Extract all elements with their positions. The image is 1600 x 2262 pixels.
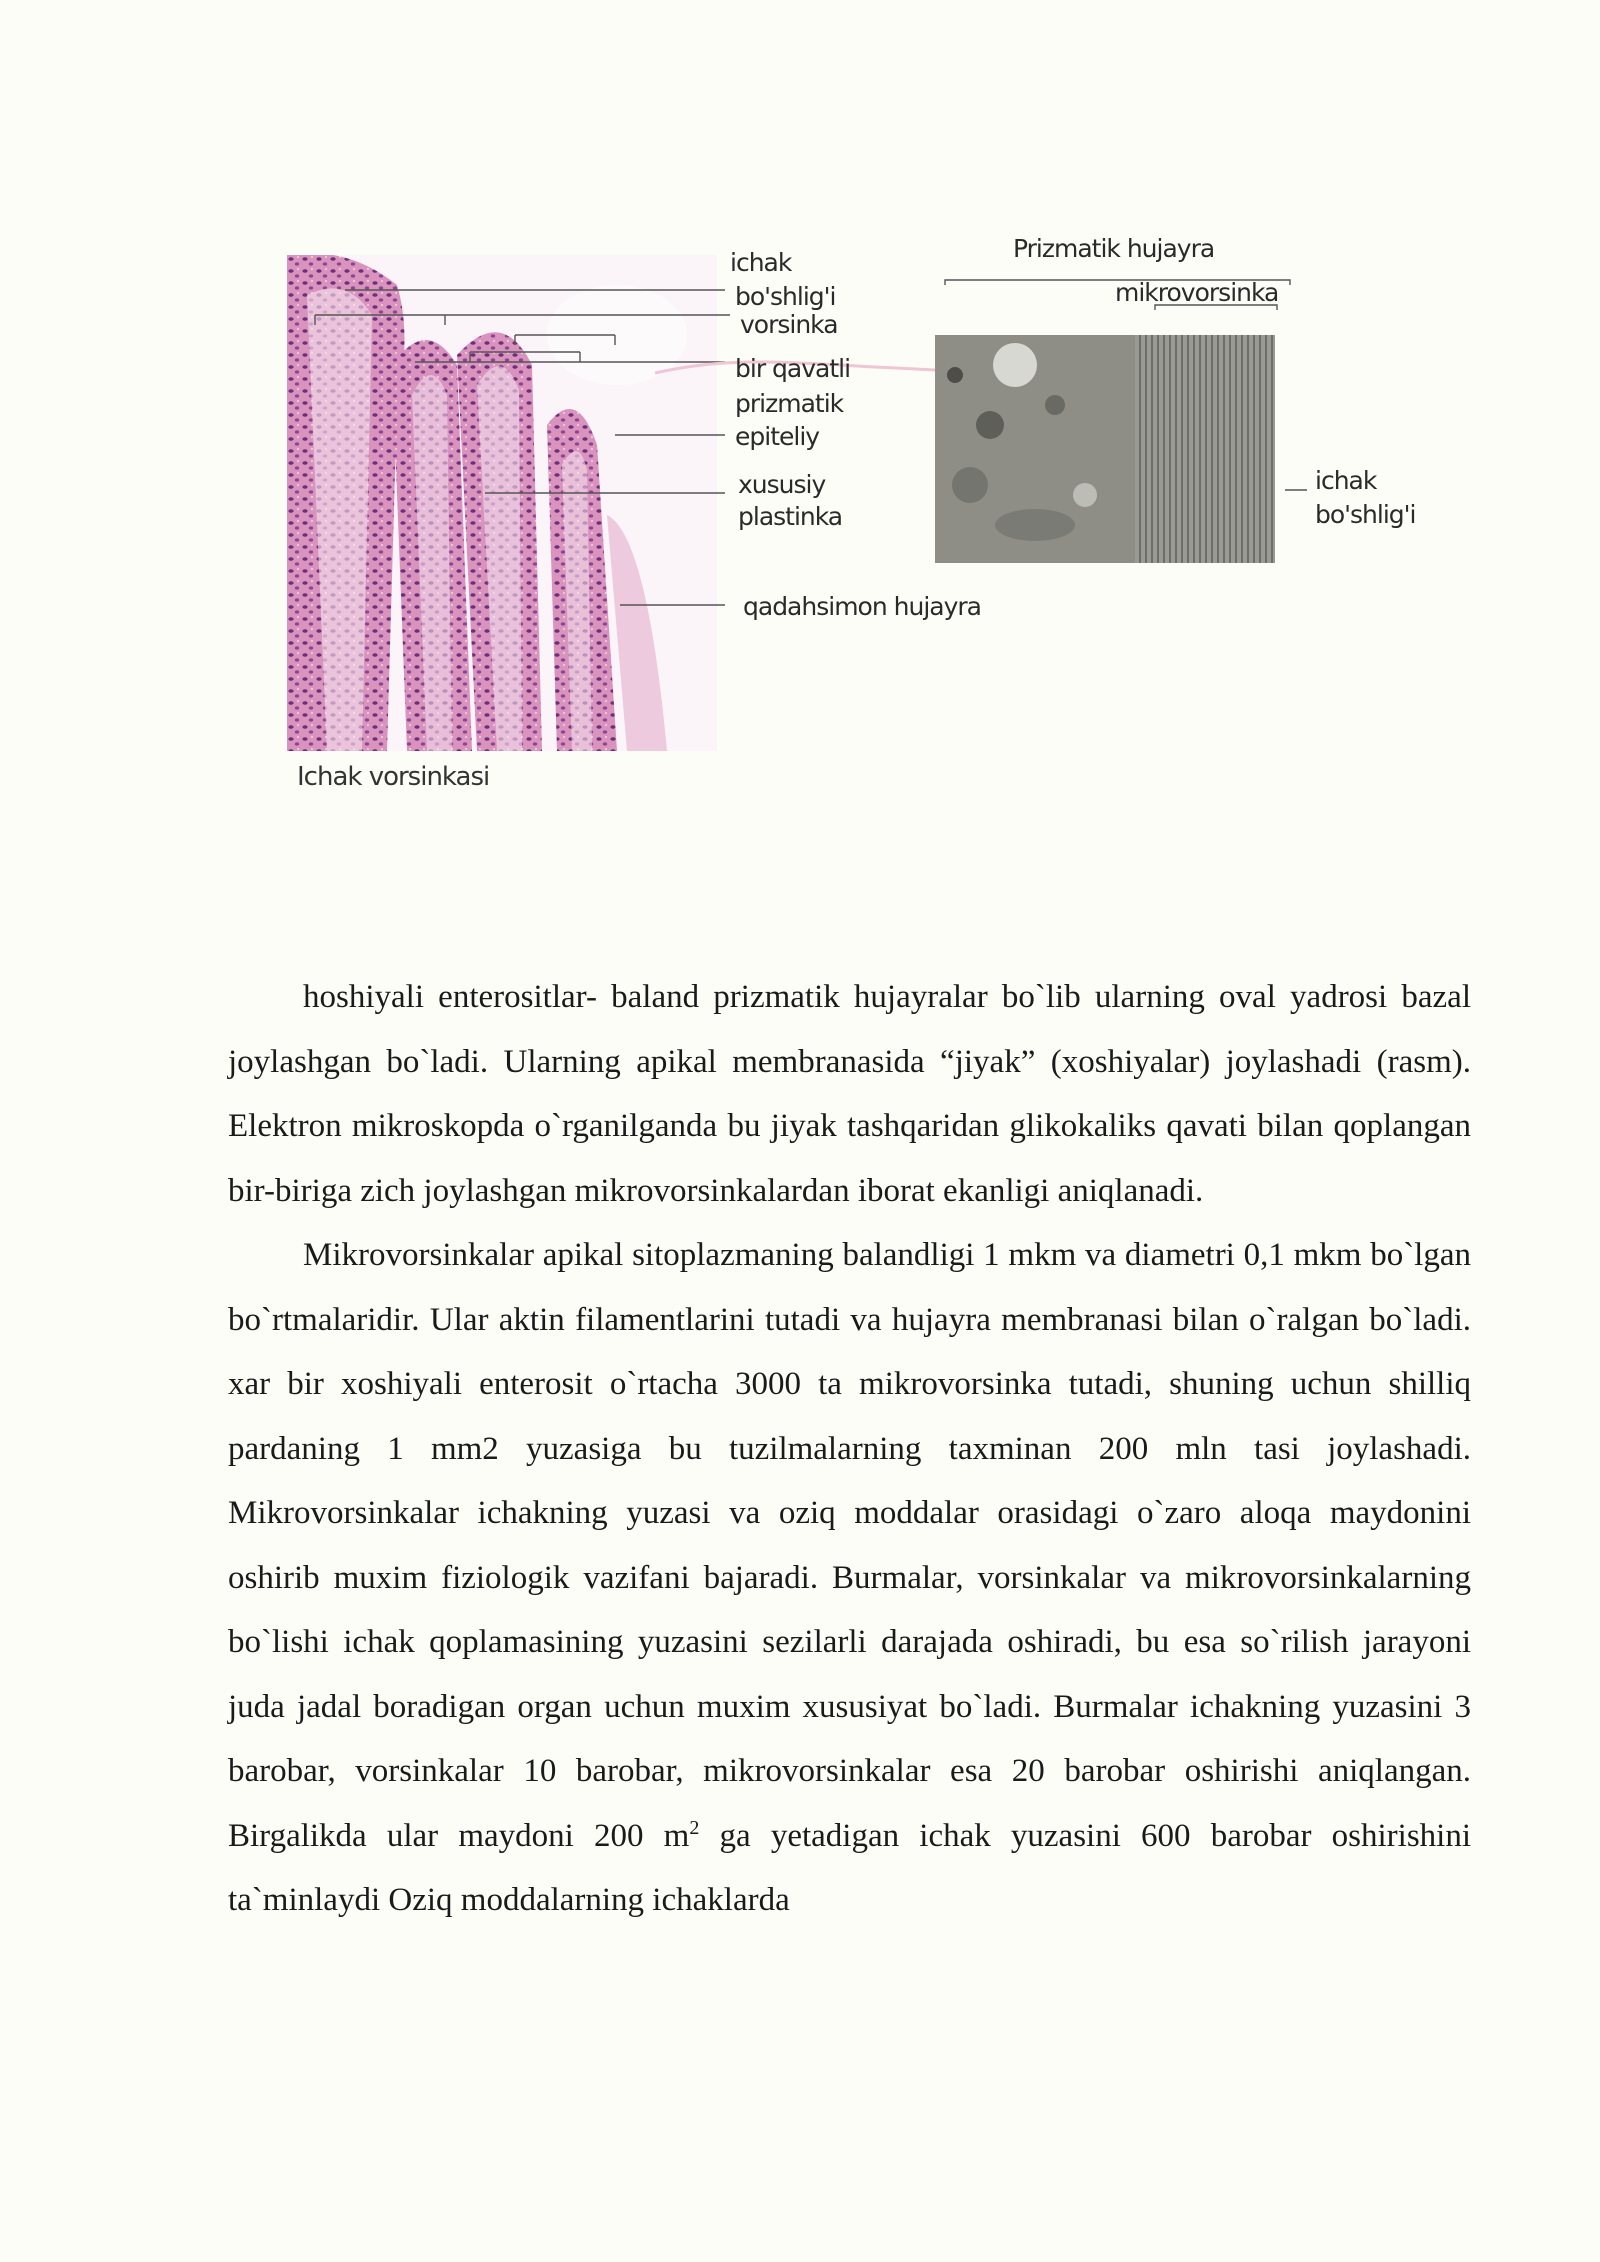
label-epithelium-2: prizmatik bbox=[735, 389, 844, 418]
body-text bbox=[228, 965, 1471, 1933]
label-villus: vorsinka bbox=[740, 310, 838, 339]
figure-caption: Ichak vorsinkasi bbox=[297, 762, 490, 792]
paragraph-2-tail: ga yetadigan ichak yuzasini 600 barobar oshirishini ta`minlaydi Oziq moddalarning ichaklarda bbox=[228, 1817, 1471, 1918]
area-superscript: 2 bbox=[689, 1816, 700, 1839]
label-epithelium-3: epiteliy bbox=[735, 422, 820, 451]
label-microvilli: mikrovorsinka bbox=[1115, 278, 1279, 307]
paragraph-1: hoshiyali enterositlar- baland prizmatik hujayralar bo`lib ularning oval yadrosi bazal joylashgan bo`ladi. Ularning apikal membranasida “jiyak” (xoshiyalar) joylashadi (rasm). Elektron mikroskopda o`rganilganda bu jiyak tashqaridan glikokaliks qavati bilan qoplangan bir-biriga zich joylashgan mikrovorsinkalardan iborat ekanligi aniqlanadi. bbox=[228, 979, 1471, 1209]
paragraph-2 bbox=[228, 1223, 1471, 1933]
label-goblet-cell: qadahsimon hujayra bbox=[743, 592, 981, 621]
label-lumen-top: ichak bbox=[730, 248, 792, 277]
paragraph-2-main: Mikrovorsinkalar apikal sitoplazmaning balandligi 1 mkm va diametri 0,1 mkm bo`lgan bo`rtmalaridir. Ular aktin filamentlarini tutadi va hujayra membranasi bilan o`ralgan bo`ladi. xar bir xoshiyali enterosit o`rtacha 3000 ta mikrovorsinka tutadi, shuning uchun shilliq pardaning 1 mm2 yuzasiga bu tuzilmalarning taxminan 200 mln tasi joylashadi. Mikrovorsinkalar ichakning yuzasi va oziq moddalar orasidagi o`zaro aloqa maydonini oshirib muxim fiziologik vazifani bajaradi. Burmalar, vorsinkalar va mikrovorsinkalarning bo`lishi ichak qoplamasining yuzasini sezilarli darajada oshiradi, bu esa so`rilish jarayoni juda jadal boradigan organ uchun muxim xususiyat bo`ladi. Burmalar ichakning yuzasini 3 barobar, vorsinkalar 10 barobar, mikrovorsinkalar esa 20 barobar oshirishi aniqlangan. Birgalikda ular maydoni 200 m bbox=[228, 1237, 1471, 1854]
label-epithelium-1: bir qavatli bbox=[735, 354, 851, 383]
label-columnar-cell: Prizmatik hujayra bbox=[1013, 234, 1215, 263]
label-lamina-2: plastinka bbox=[738, 502, 843, 531]
label-leader-lines bbox=[285, 235, 1460, 825]
label-lumen-bottom: bo'shlig'i bbox=[735, 282, 836, 311]
label-lamina-1: xususiy bbox=[738, 470, 826, 499]
intestinal-villus-figure bbox=[285, 235, 1460, 825]
label-em-lumen-1: ichak bbox=[1315, 466, 1377, 495]
label-em-lumen-2: bo'shlig'i bbox=[1315, 500, 1416, 529]
